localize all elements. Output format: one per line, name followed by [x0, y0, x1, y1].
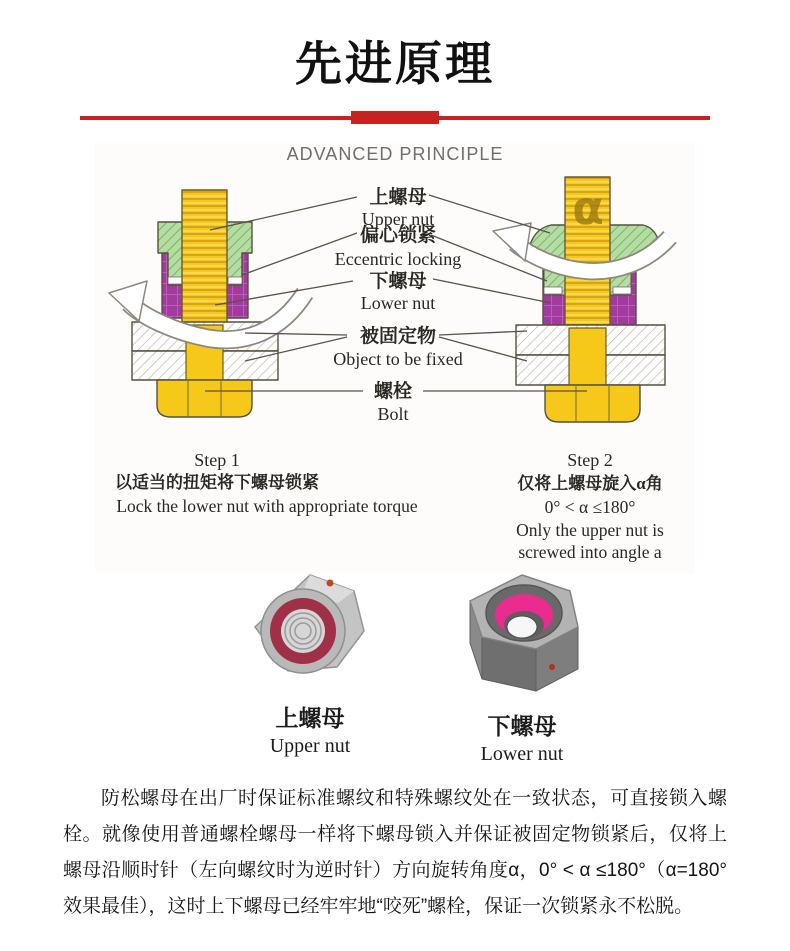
bolt-shank: [569, 328, 606, 385]
principle-description: 防松螺母在出厂时保证标准螺纹和特殊螺纹处在一致状态，可直接锁入螺栓。就像使用普通螺栓螺母一样将下螺母锁入并保证被固定物锁紧后，仅将上螺母沿顺时针（左向螺纹时为逆时针）方向旋转角度α，0° < α ≤180°（α=180°效果最佳），这时上下螺母已经牢牢地“咬死”螺栓，保证一次锁紧永不松脱。: [63, 788, 727, 917]
threaded-rod: [182, 190, 227, 325]
principle-diagram: [95, 135, 695, 573]
advanced-principle-heading: ADVANCED PRINCIPLE: [286, 144, 504, 164]
lower-nut-photo: [452, 569, 592, 695]
step2-title: Step 2: [567, 450, 613, 470]
page-title: 先进原理: [295, 37, 495, 90]
alpha-mark: α: [572, 181, 604, 235]
thread-relief-left: [168, 277, 182, 284]
thread-relief-left: [544, 287, 562, 294]
step1-title: Step 1: [194, 450, 240, 470]
label-bolt-cn: 螺栓: [373, 381, 413, 402]
thread-relief-right: [228, 277, 242, 284]
marking-dot: [327, 580, 334, 587]
upper-nut-photo-block: [240, 569, 380, 758]
lower-nut-photo-block: [452, 569, 592, 766]
thread-relief-right: [613, 287, 631, 294]
label-upper-nut-cn: 上螺母: [369, 187, 427, 208]
lower-nut-caption-en: Lower nut: [480, 743, 564, 765]
principle-diagram-svg: [95, 135, 695, 573]
upper-nut-photo: [240, 569, 380, 687]
label-object-cn: 被固定物: [359, 326, 437, 347]
marking-dot: [549, 664, 555, 670]
upper-nut-caption-en: Upper nut: [269, 735, 351, 757]
label-lower-nut-en: Lower nut: [360, 293, 436, 313]
nut-photos: [0, 569, 790, 765]
label-bolt-en: Bolt: [377, 404, 409, 424]
upper-nut-caption-cn: 上螺母: [275, 706, 345, 731]
step1-cn: 以适当的扭矩将下螺母锁紧: [115, 473, 319, 492]
bolt-head: [157, 380, 252, 417]
step2-cn: 仅将上螺母旋入α角: [517, 474, 663, 493]
step2-en-line1: Only the upper nut is: [516, 520, 664, 540]
step2-en-line2: screwed into angle a: [518, 542, 662, 562]
divider-center-bar: [351, 111, 439, 124]
step2-angle-range: 0° < α ≤180°: [544, 497, 636, 517]
label-lower-nut-cn: 下螺母: [369, 271, 427, 292]
lower-nut-caption-cn: 下螺母: [487, 714, 557, 739]
label-eccentric-en: Eccentric locking: [334, 249, 462, 269]
label-upper-nut-en: Upper nut: [361, 209, 435, 229]
label-eccentric-cn: 偏心锁紧: [359, 225, 437, 246]
label-object-en: Object to be fixed: [333, 349, 463, 369]
red-divider: [80, 110, 710, 125]
step1-en: Lock the lower nut with appropriate torque: [116, 496, 418, 516]
